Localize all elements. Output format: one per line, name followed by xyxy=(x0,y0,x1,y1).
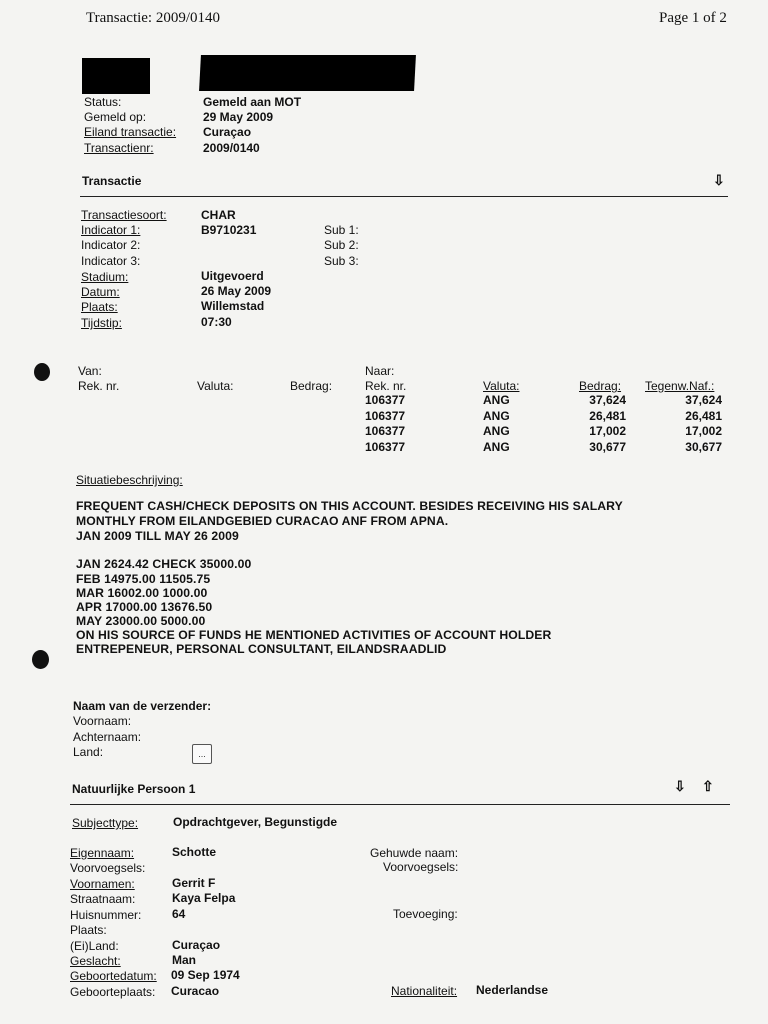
redaction-block xyxy=(82,58,150,94)
naar-rek-label: Rek. nr. xyxy=(365,379,407,393)
sub3-label: Sub 3: xyxy=(324,254,359,268)
transactienr-value: 2009/0140 xyxy=(203,141,260,155)
transactiesoort-value: CHAR xyxy=(201,208,236,222)
redaction-block xyxy=(199,55,416,91)
situatie-line: JAN 2009 TILL MAY 26 2009 xyxy=(76,529,239,543)
geboorteplaats-value: Curacao xyxy=(171,984,220,998)
row-bedrag: 30,677 xyxy=(589,440,626,454)
subjecttype-label: Subjecttype: xyxy=(72,816,139,830)
straatnaam-value: Kaya Felpa xyxy=(172,891,236,905)
collapse-arrow-icon[interactable]: ⇩ xyxy=(674,778,686,794)
voorvoegsels-label: Voorvoegsels: xyxy=(70,861,146,875)
plaats-label: Plaats: xyxy=(70,923,107,937)
eigennaam-label: Eigennaam: xyxy=(70,846,135,860)
straatnaam-label: Straatnaam: xyxy=(70,892,136,906)
plaats-value: Willemstad xyxy=(201,299,265,313)
row-bedrag: 17,002 xyxy=(589,424,626,438)
situatie-line: APR 17000.00 13676.50 xyxy=(76,600,213,614)
situatie-line: FEB 14975.00 11505.75 xyxy=(76,572,211,586)
status-value: Gemeld aan MOT xyxy=(203,95,302,109)
achternaam-label: Achternaam: xyxy=(73,730,142,744)
row-bedrag: 37,624 xyxy=(589,393,626,407)
eigennaam-value: Schotte xyxy=(172,845,217,859)
stadium-label: Stadium: xyxy=(81,270,129,284)
situatie-label: Situatiebeschrijving: xyxy=(76,473,183,487)
van-valuta-label: Valuta: xyxy=(197,379,234,393)
indicator1-value: B9710231 xyxy=(201,223,257,237)
eiland-value: Curaçao xyxy=(203,125,252,139)
row-bedrag: 26,481 xyxy=(589,409,626,423)
voornamen-label: Voornamen: xyxy=(70,877,135,891)
situatie-line: MONTHLY FROM EILANDGEBIED CURACAO ANF FROM APNA. xyxy=(76,514,449,528)
tijdstip-label: Tijdstip: xyxy=(81,316,122,330)
voornaam-label: Voornaam: xyxy=(73,714,132,728)
indicator1-label: Indicator 1: xyxy=(81,223,141,237)
huisnummer-value: 64 xyxy=(172,907,186,921)
naar-naf-label: Tegenw.Naf.: xyxy=(645,379,715,393)
eiland-land-label: (Ei)Land: xyxy=(70,939,119,953)
sub1-label: Sub 1: xyxy=(324,223,359,237)
geboortedatum-value: 09 Sep 1974 xyxy=(171,968,240,982)
row-valuta: ANG xyxy=(483,393,510,407)
plaats-label: Plaats: xyxy=(81,300,118,314)
eiland-land-value: Curaçao xyxy=(172,938,221,952)
transaction-title: Transactie: 2009/0140 xyxy=(86,10,221,26)
section-title-persoon: Natuurlijke Persoon 1 xyxy=(72,782,196,796)
row-rek: 106377 xyxy=(365,393,406,407)
van-label: Van: xyxy=(78,364,102,378)
stadium-value: Uitgevoerd xyxy=(201,269,264,283)
row-rek: 106377 xyxy=(365,424,406,438)
section-title-transactie: Transactie xyxy=(82,174,142,188)
geboortedatum-label: Geboortedatum: xyxy=(70,969,157,983)
situatie-line: ON HIS SOURCE OF FUNDS HE MENTIONED ACTIVITIES OF ACCOUNT HOLDER xyxy=(76,628,552,642)
punch-hole-mark xyxy=(34,363,50,381)
transactienr-label: Transactienr: xyxy=(84,141,154,155)
section-divider xyxy=(80,196,728,197)
voornamen-value: Gerrit F xyxy=(172,876,216,890)
row-valuta: ANG xyxy=(483,409,510,423)
sub2-label: Sub 2: xyxy=(324,238,359,252)
land-label: Land: xyxy=(73,745,104,759)
naar-valuta-label: Valuta: xyxy=(483,379,520,393)
datum-value: 26 May 2009 xyxy=(201,284,272,298)
huisnummer-label: Huisnummer: xyxy=(70,908,142,922)
situatie-line: JAN 2624.42 CHECK 35000.00 xyxy=(76,557,252,571)
naar-label: Naar: xyxy=(365,364,395,378)
indicator2-label: Indicator 2: xyxy=(81,238,141,252)
toevoeging-label: Toevoeging: xyxy=(393,907,458,921)
gemeld-value: 29 May 2009 xyxy=(203,110,274,124)
geslacht-label: Geslacht: xyxy=(70,954,121,968)
situatie-line: ENTREPENEUR, PERSONAL CONSULTANT, EILANDSRAADLID xyxy=(76,642,447,656)
row-valuta: ANG xyxy=(483,440,510,454)
row-valuta: ANG xyxy=(483,424,510,438)
row-naf: 17,002 xyxy=(685,424,722,438)
transactiesoort-label: Transactiesoort: xyxy=(81,208,167,222)
naar-bedrag-label: Bedrag: xyxy=(579,379,622,393)
datum-label: Datum: xyxy=(81,285,120,299)
van-bedrag-label: Bedrag: xyxy=(290,379,333,393)
voorvoegsels2-label: Voorvoegsels: xyxy=(383,860,459,874)
geboorteplaats-label: Geboorteplaats: xyxy=(70,985,156,999)
row-naf: 30,677 xyxy=(685,440,722,454)
eiland-label: Eiland transactie: xyxy=(84,125,177,139)
gehuwde-naam-label: Gehuwde naam: xyxy=(370,846,459,860)
row-naf: 26,481 xyxy=(685,409,722,423)
row-rek: 106377 xyxy=(365,440,406,454)
tijdstip-value: 07:30 xyxy=(201,315,232,329)
nationaliteit-label: Nationaliteit: xyxy=(391,984,458,998)
page-indicator: Page 1 of 2 xyxy=(659,10,727,26)
section-divider xyxy=(70,804,730,805)
land-lookup-button[interactable]: ... xyxy=(192,744,212,764)
gemeld-label: Gemeld op: xyxy=(84,110,147,124)
subjecttype-value: Opdrachtgever, Begunstigde xyxy=(173,815,338,829)
verzender-title: Naam van de verzender: xyxy=(73,699,212,713)
indicator3-label: Indicator 3: xyxy=(81,254,141,268)
punch-hole-mark xyxy=(32,650,49,669)
van-rek-label: Rek. nr. xyxy=(78,379,120,393)
row-rek: 106377 xyxy=(365,409,406,423)
geslacht-value: Man xyxy=(172,953,196,967)
collapse-arrow-icon[interactable]: ⇩ xyxy=(713,172,725,188)
situatie-line: MAR 16002.00 1000.00 xyxy=(76,586,208,600)
expand-arrow-icon[interactable]: ⇧ xyxy=(702,778,714,794)
nationaliteit-value: Nederlandse xyxy=(476,983,549,997)
situatie-line: MAY 23000.00 5000.00 xyxy=(76,614,206,628)
row-naf: 37,624 xyxy=(685,393,722,407)
situatie-line: FREQUENT CASH/CHECK DEPOSITS ON THIS ACCOUNT. BESIDES RECEIVING HIS SALARY xyxy=(76,499,623,513)
status-label: Status: xyxy=(84,95,122,109)
